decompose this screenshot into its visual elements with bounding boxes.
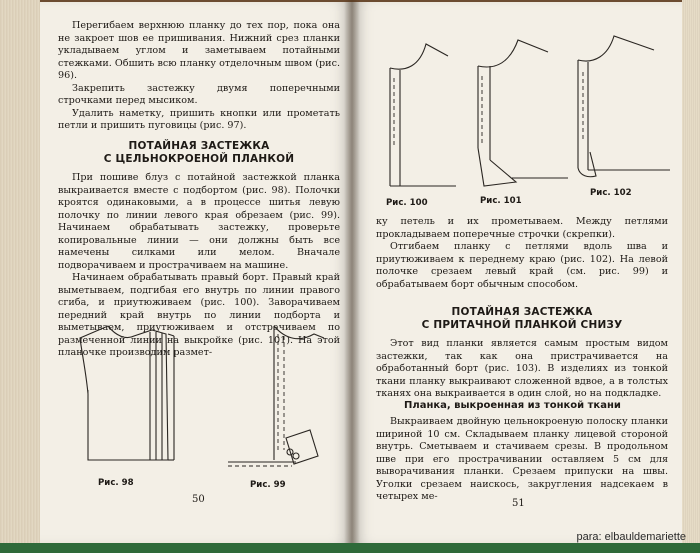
figure-101-drawing [468,36,576,188]
paragraph: Удалить наметку, пришить кнопки или прометать петли и пришить пуговицы (рис. 97). [58,107,340,131]
paragraph: Выкраиваем двойную цельнокроеную полоску планки шириной 10 см. Складываем планку лицевой стороной внутрь. Сметываем и стачиваем срезы. В продольном шве при его прострачивании оставляем 5 см для выворачивания планки. Срезаем припуски на швы. Уголки срезаем наискось, закругления надсекаем в четырех ме- [376,416,668,502]
right-page [352,2,682,543]
subheading: Планка, выкроенная из тонкой ткани [404,400,621,411]
paragraph: Закрепить застежку двумя поперечными строчками перед мысиком. [58,82,340,106]
book-gutter [344,0,360,553]
section-heading [376,306,668,332]
paragraph: При пошиве блуз с потайной застежкой планка выкраивается вместе с подбортом (рис. 98). Полочки кроятся одинаковыми, а в процессе шитья левую полочку по линии левого края обрезаем (рис. 99). Начинаем обрабатывать застежку, проверьте копировальные линии — они должны быть все намечены силками или мелом. Вначале подворачиваем и прострачиваем на машине. [58,172,340,271]
heading-line: ПОТАЙНАЯ ЗАСТЕЖКА [451,306,593,318]
paragraph: Этот вид планки является самым простым видом застежки, так как она пристрачивается на обработанный борт (рис. 103). В изделиях из тонкой ткани планку выкраивают сложенной вдвое, а в толстых тканях она выкраивается в один слой, но на подкладке. [376,338,668,399]
right-top-text [376,216,668,291]
watermark: para: elbauldemariette [576,531,686,543]
figure-99-drawing [226,320,336,478]
page-edges-left [0,0,40,553]
heading-line: С ПРИТАЧНОЙ ПЛАНКОЙ СНИЗУ [421,319,623,331]
left-page [40,2,352,543]
figure-99-caption: Рис. 99 [250,480,286,490]
figure-100-caption: Рис. 100 [386,198,428,208]
figure-98-drawing [76,324,206,474]
page-edges-right [682,0,700,553]
page-number: 51 [512,498,525,509]
paragraph: Начинаем обрабатывать правый борт. Правый край выметываем, подгибая его внутрь по линии правого сгиба, и приутюживаем (рис. 100). Заворачиваем передний край внутрь по линии подборта и выметываем, приутюживаем и отстрачиваем по размеченной линии на выкройке (рис. 101). На этой планочке производим размет- [58,272,340,358]
page-number: 50 [192,494,205,505]
table-surface [0,543,700,553]
figure-100-drawing [376,38,460,194]
section-heading [58,140,340,166]
paragraph: Отгибаем планку с петлями вдоль шва и приутюживаем к переднему краю (рис. 102). На левой полочке срезаем левый край (см. рис. 99) и обрабатываем борт обычным способом. [376,241,668,290]
right-mid-text [376,338,668,401]
left-top-text [58,20,340,133]
right-bottom-text [376,416,668,504]
figure-102-caption: Рис. 102 [590,188,632,198]
paragraph: ку петель и их прометываем. Между петлями прокладываем поперечные строчки (скрепки). [376,216,668,240]
paragraph: Перегибаем верхнюю планку до тех пор, пока она не закроет шов ее пришивания. Нижний срез планки укладываем углом и заметываем потайными стежками. Обшить всю планку отделочным швом (рис. 96). [58,20,340,81]
heading-line: ПОТАЙНАЯ ЗАСТЕЖКА [128,140,270,152]
figure-101-caption: Рис. 101 [480,196,522,206]
heading-line: С ЦЕЛЬНОКРОЕНОЙ ПЛАНКОЙ [103,153,295,165]
figure-102-drawing [574,32,672,182]
figure-98-caption: Рис. 98 [98,478,134,488]
